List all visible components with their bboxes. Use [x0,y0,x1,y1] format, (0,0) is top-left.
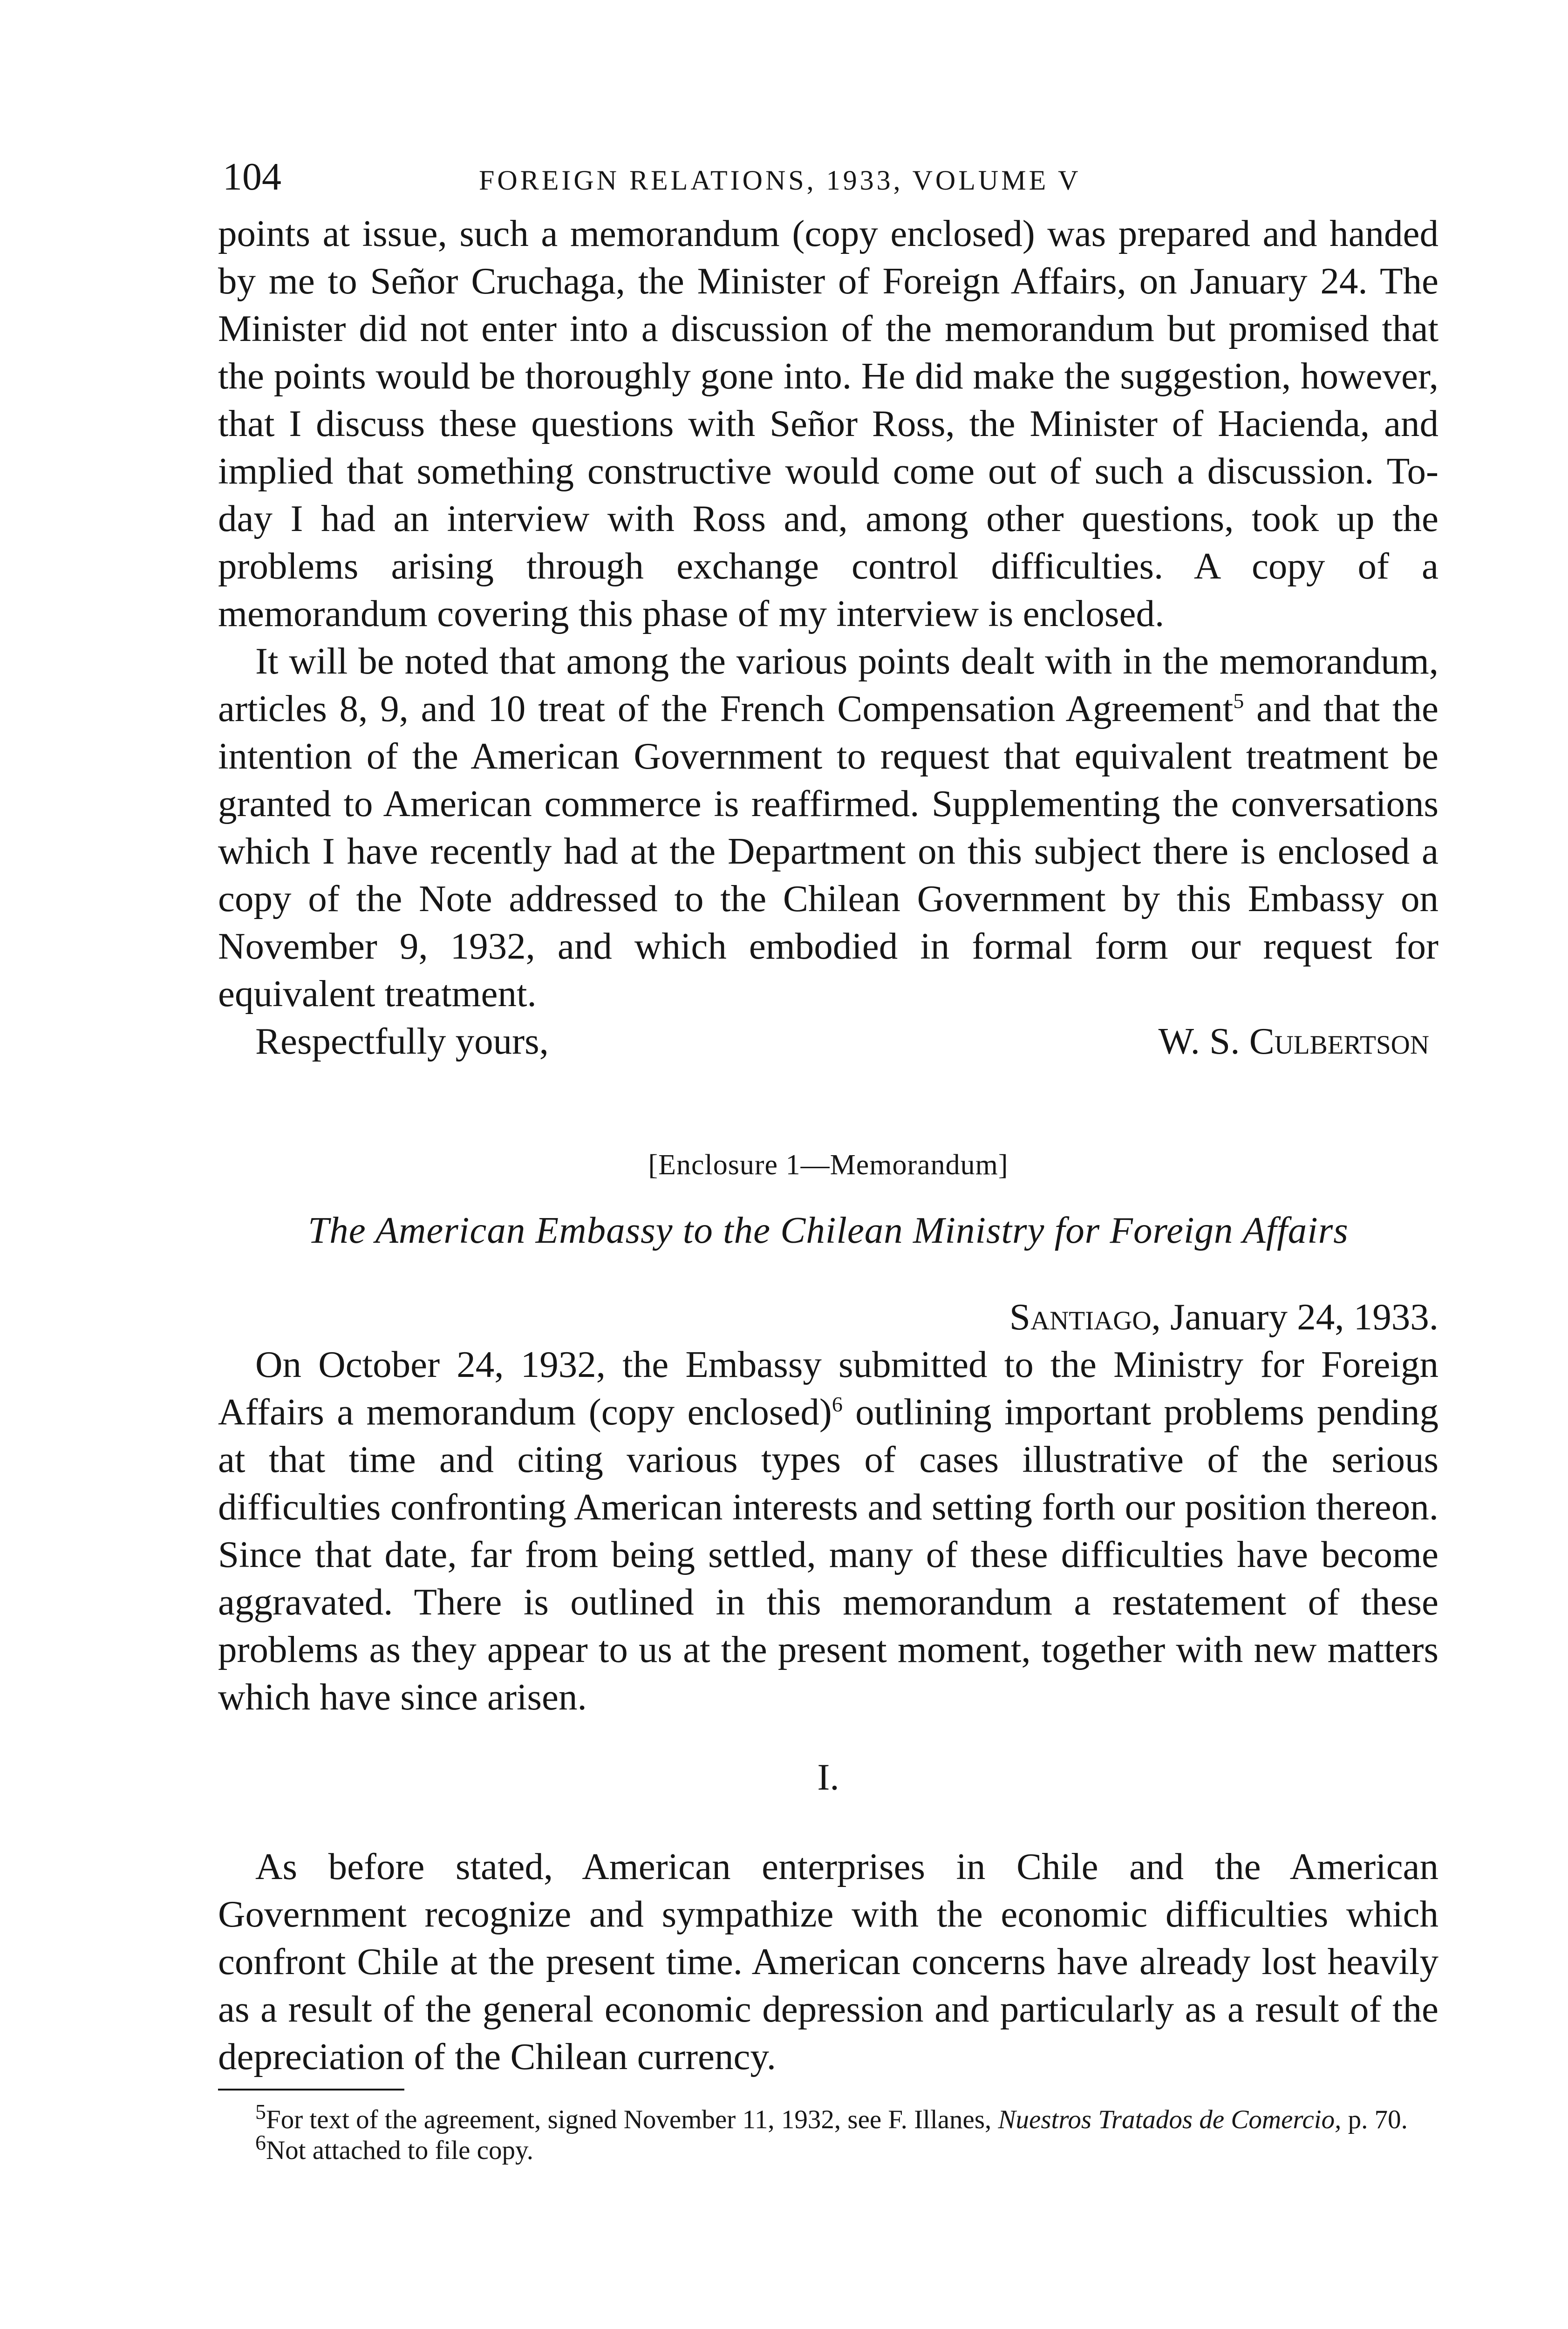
page-header [218,154,1438,210]
signature-row [218,1017,1438,1065]
footnote-6 [218,2131,1438,2166]
running-head: FOREIGN RELATIONS, 1933, VOLUME V [479,165,1081,196]
footnote-5-mark: 5 [255,2100,266,2124]
section-heading: I. [817,1756,839,1798]
signer-name: W. S. Culbertson [1158,1020,1429,1062]
footnote-5-italic-title: Nuestros Tratados de Comercio, [998,2105,1342,2134]
memorandum-paragraph-1 [218,1341,1438,1721]
dateline [218,1293,1438,1341]
letter-paragraph-2 [218,637,1438,1017]
footnote-6-text: Not attached to file copy. [266,2136,534,2165]
memorandum-paragraph-1-text-a: On October 24, 1932, the Embassy submitted to the Ministry for Foreign Affairs a memorandum (copy enclosed) [218,1343,1438,1433]
letter-paragraph-2-text-a: It will be noted that among the various points dealt with in the memorandum, articles 8, 9, and 10 treat of the French Compensation Agreement [218,640,1438,729]
letter-paragraph-2-text-b: and that the intention of the American Government to request that equivalent treatment be granted to American commerce is reaffirmed. Supplementing the conversations which I have recently had at the Department on this subject there is enclosed a copy of the Note addressed to the Chilean Government by this Embassy on November 9, 1932, and which embodied in formal form our request for equivalent treatment. [218,688,1438,1015]
footnote-ref-6: 6 [832,1392,843,1416]
page-number: 104 [223,155,281,198]
footnote-ref-5: 5 [1233,689,1244,713]
closing: Respectfully yours, [255,1020,549,1062]
dateline-place: Santiago, [1009,1296,1161,1338]
memorandum-title: The American Embassy to the Chilean Ministry for Foreign Affairs [308,1209,1349,1251]
dateline-date: January 24, 1933. [1160,1296,1438,1338]
memorandum-paragraph-2: As before stated, American enterprises in Chile and the American Government recognize and sympathize with the economic difficulties which confront Chile at the present time. American concerns have already lost heavily as a result of the general economic depression and particularly as a result of the depreciation of the Chilean currency. [218,1845,1438,2077]
footnote-divider [218,2089,404,2091]
footnote-6-mark: 6 [255,2131,266,2154]
document-page [218,154,1438,2166]
footnote-5-text-b: p. 70. [1341,2105,1408,2134]
memorandum-paragraph-1-text-b: outlining important problems pending at that time and citing various types of cases illustrative of the serious difficulties confronting American interests and setting forth our position thereon. Since that date, far from being settled, many of these difficulties have become aggravated. There is outlined in this memorandum a restatement of these problems as they appear to us at the present moment, together with new matters which have since arisen. [218,1391,1438,1718]
letter-paragraph-1: points at issue, such a memorandum (copy enclosed) was prepared and handed by me to Señor Cruchaga, the Minister of Foreign Affairs, on January 24. The Minister did not enter into a discussion of the memorandum but promised that the points would be thoroughly gone into. He did make the suggestion, however, that I discuss these questions with Señor Ross, the Minister of Hacienda, and implied that something constructive would come out of such a discussion. To-day I had an interview with Ross and, among other questions, took up the problems arising through exchange control difficulties. A copy of a memorandum covering this phase of my interview is enclosed. [218,212,1438,634]
footnote-5-text-a: For text of the agreement, signed November 11, 1932, see F. Illanes, [266,2105,998,2134]
footnote-5 [218,2100,1438,2135]
enclosure-label: [Enclosure 1—Memorandum] [648,1149,1009,1181]
